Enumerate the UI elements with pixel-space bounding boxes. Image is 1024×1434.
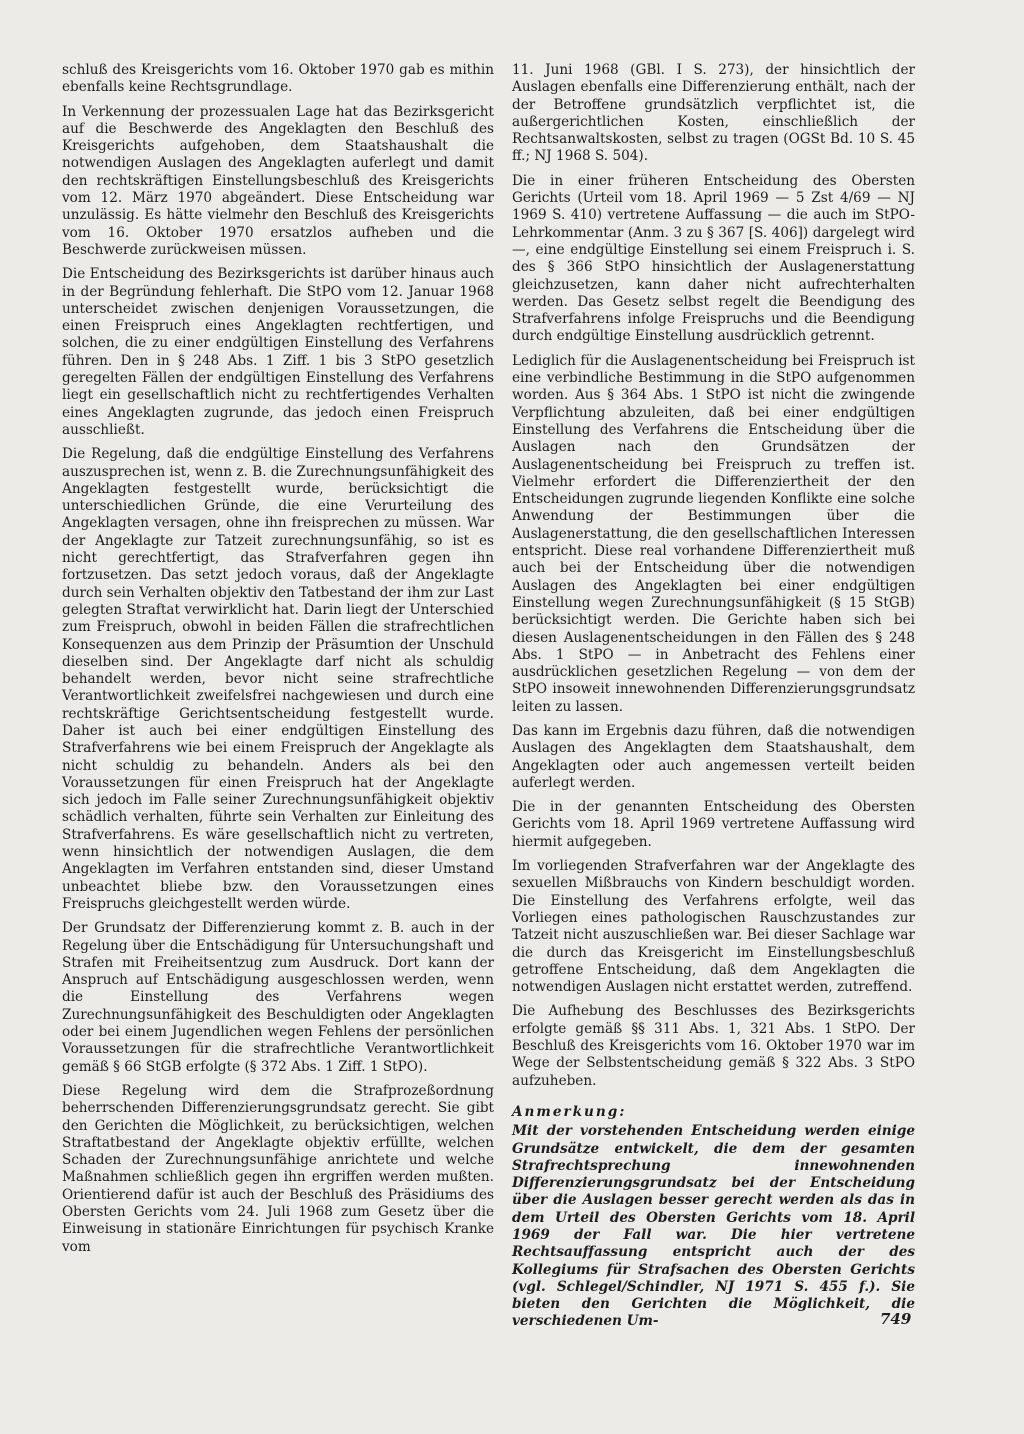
paragraph: Lediglich für die Auslagenentscheidung bei Freispruch ist eine verbindliche Bestimmung in die StPO aufgenommen worden. Aus § 364 Abs. 1 StPO ist nicht die zwingende Verpflichtung abzuleiten, daß bei einer endgültigen Einstellung des Verfahrens die Entscheidung über die Auslagen nach den Grundsätzen der Auslagenentscheidung bei Freispruch zu treffen ist. Vielmehr erfordert die Differenziertheit der den Entscheidungen zugrunde liegenden Konflikte eine solche Anwendung der Bestimmungen über die Auslagenerstattung, die den gesellschaftlichen Interessen entspricht. Diese real vorhandene Differenziertheit muß auch bei der Entscheidung über die notwendigen Auslagen des Angeklagten bei einer endgültigen Einstellung wegen Zurechnungsunfähigkeit (§ 15 StGB) berücksichtigt werden. Die Gerichte haben sich bei diesen Auslagenentscheidungen in den Fällen des § 248 Abs. 1 StPO — in Anbetracht des Fehlens einer ausdrücklichen gesetzlichen Regelung — von dem der StPO insoweit innewohnenden Differenzierungsgrundsatz leiten zu lassen. [512,352,915,715]
page-number: 749 [880,1310,912,1328]
paragraph: Die Regelung, daß die endgültige Einstellung des Verfahrens auszusprechen ist, wenn z. B. die Zurechnungsunfähigkeit des Angeklagten festgestellt wurde, berücksichtigt die unterschiedlichen Gründe, die eine Verurteilung des Angeklagten versagen, ohne ihn freisprechen zu müssen. War der Angeklagte zur Tatzeit zurechnungsunfähig, so ist es nicht gerechtfertigt, das Strafverfahren gegen ihn fortzusetzen. Das setzt jedoch voraus, daß der Angeklagte durch sein Verhalten objektiv den Tatbestand der ihm zur Last gelegten Straftat verwirklicht hat. Darin liegt der Unterschied zum Freispruch, obwohl in beiden Fällen die strafrechtlichen Konsequenzen aus dem Prinzip der Präsumtion der Unschuld dieselben sind. Der Angeklagte darf nicht als schuldig behandelt werden, bevor nicht seine strafrechtliche Verantwortlichkeit zweifelsfrei nachgewiesen und durch eine rechtskräftige Gerichtsentscheidung festgestellt wurde. Daher ist auch bei einer endgültigen Einstellung des Strafverfahrens wie bei einem Freispruch der Angeklagte als nicht schuldig zu behandeln. Anders als bei den Voraussetzungen für einen Freispruch hat der Angeklagte sich jedoch im Falle seiner Zurechnungsunfähigkeit objektiv schädlich verhalten, führte sein Verhalten zur Einleitung des Strafverfahrens. Es wäre gesellschaftlich nicht zu vertreten, wenn hinsichtlich der notwendigen Auslagen, die dem Angeklagten im Verfahren entstanden sind, dieser Umstand unbeachtet bliebe bzw. den Voraussetzungen eines Freispruchs gleichgestellt werden würde. [62,446,494,912]
paragraph: Das kann im Ergebnis dazu führen, daß die notwendigen Auslagen des Angeklagten dem Staatshaushalt, dem Angeklagten oder auch angemessen verteilt beiden auferlegt werden. [512,722,915,791]
right-column [512,62,915,1338]
paragraph: Die in einer früheren Entscheidung des Obersten Gerichts (Urteil vom 18. April 1969 — 5 Zst 4/69 — NJ 1969 S. 410) vertretene Auffassung — die auch im StPO-Lehrkommentar (Anm. 3 zu § 367 [S. 406]) dargelegt wird —, eine endgültige Einstellung sei einem Freispruch i. S. des § 366 StPO hinsichtlich der Auslagenerstattung gleichzusetzen, kann daher nicht aufrechterhalten werden. Das Gesetz selbst regelt die Beendigung des Strafverfahrens infolge Freispruchs und die Beendigung durch endgültige Einstellung ausdrücklich getrennt. [512,172,915,345]
paragraph: In Verkennung der prozessualen Lage hat das Bezirksgericht auf die Beschwerde des Angeklagten den Beschluß des Kreisgerichts aufgehoben, dem Staatshaushalt die notwendigen Auslagen des Angeklagten auferlegt und damit den rechtskräftigen Einstellungsbeschluß des Kreisgerichts vom 12. März 1970 abgeändert. Diese Entscheidung war unzulässig. Es hätte vielmehr den Beschluß des Kreisgerichts vom 16. Oktober 1970 ersatzlos aufheben und die Beschwerde zurückweisen müssen. [62,103,494,258]
left-column [62,62,494,1263]
paragraph: 11. Juni 1968 (GBl. I S. 273), der hinsichtlich der Auslagen ebenfalls eine Differenzierung enthält, nach der der Betroffene grundsätzlich verpflichtet ist, die außergerichtlichen Kosten, einschließlich der Rechtsanwaltskosten, selbst zu tragen (OGSt Bd. 10 S. 45 ff.; NJ 1968 S. 504). [512,62,915,165]
paragraph: Der Grundsatz der Differenzierung kommt z. B. auch in der Regelung über die Entschädigung für Untersuchungshaft und Strafen mit Freiheitsentzug zum Ausdruck. Dort kann der Anspruch auf Entschädigung ausgeschlossen werden, wenn die Einstellung des Verfahrens wegen Zurechnungsunfähigkeit des Beschuldigten oder Angeklagten oder bei einem Jugendlichen wegen Fehlens der persönlichen Voraussetzungen für die strafrechtliche Verantwortlichkeit gemäß § 66 StGB erfolgte (§ 372 Abs. 1 Ziff. 1 StPO). [62,920,494,1075]
paragraph: Diese Regelung wird dem die Strafprozeßordnung beherrschenden Differenzierungsgrundsatz gerecht. Sie gibt den Gerichten die Möglichkeit, zu berücksichtigen, welchen Straftatbestand der Angeklagte objektiv erfüllte, welchen Schaden der Zurechnungsunfähige anrichtete und welche Maßnahmen schließlich gegen ihn ergriffen werden mußten. Orientierend dafür ist auch der Beschluß des Präsidiums des Obersten Gerichts vom 24. Juli 1968 zum Gesetz über die Einweisung in stationäre Einrichtungen für psychisch Kranke vom [62,1082,494,1255]
paragraph: schluß des Kreisgerichts vom 16. Oktober 1970 gab es mithin ebenfalls keine Rechtsgrundlage. [62,62,494,96]
paragraph: Die Entscheidung des Bezirksgerichts ist darüber hinaus auch in der Begründung fehlerhaft. Die StPO vom 12. Januar 1968 unterscheidet zwischen denjenigen Voraussetzungen, die einen Freispruch eines Angeklagten rechtfertigen, und solchen, die zu einer endgültigen Einstellung des Verfahrens führen. Den in § 248 Abs. 1 Ziff. 1 bis 3 StPO gesetzlich geregelten Fällen der endgültigen Einstellung des Verfahrens liegt ein gesellschaftlich nicht zu rechtfertigendes Verhalten eines Angeklagten zugrunde, das jedoch einen Freispruch ausschließt. [62,266,494,438]
annotation-heading: Anmerkung: [512,1103,627,1120]
paragraph: Die Aufhebung des Beschlusses des Bezirksgerichts erfolgte gemäß §§ 311 Abs. 1, 321 Abs. 1 StPO. Der Beschluß des Kreisgerichts vom 16. Oktober 1970 war im Wege der Selbstentscheidung gemäß § 322 Abs. 3 StPO aufzuheben. [512,1003,915,1089]
paragraph: Die in der genannten Entscheidung des Obersten Gerichts vom 18. April 1969 vertretene Auffassung wird hiermit aufgegeben. [512,799,915,850]
annotation-text: Mit der vorstehenden Entscheidung werden einige Grundsätze entwickelt, die dem der gesamten Strafrechtsprechung innewohnenden Differenzierungsgrundsatz bei der Entscheidung über die Auslagen besser gerecht werden als das in dem Urteil des Obersten Gerichts vom 18. April 1969 der Fall war. Die hier vertretene Rechtsauffassung entspricht auch der des Kollegiums für Strafsachen des Obersten Gerichts (vgl. Schlegel/Schindler, NJ 1971 S. 455 f.). Sie bieten den Gerichten die Möglichkeit, die verschiedenen Um- [512,1123,915,1330]
paragraph: Im vorliegenden Strafverfahren war der Angeklagte des sexuellen Mißbrauchs von Kindern beschuldigt worden. Die Einstellung des Verfahrens erfolgte, weil das Vorliegen eines pathologischen Rauschzustandes zur Tatzeit nicht auszuschließen war. Bei dieser Sachlage war die durch das Kreisgericht im Einstellungsbeschluß getroffene Entscheidung, daß dem Angeklagten die notwendigen Auslagen nicht erstattet werden, zutreffend. [512,858,915,996]
